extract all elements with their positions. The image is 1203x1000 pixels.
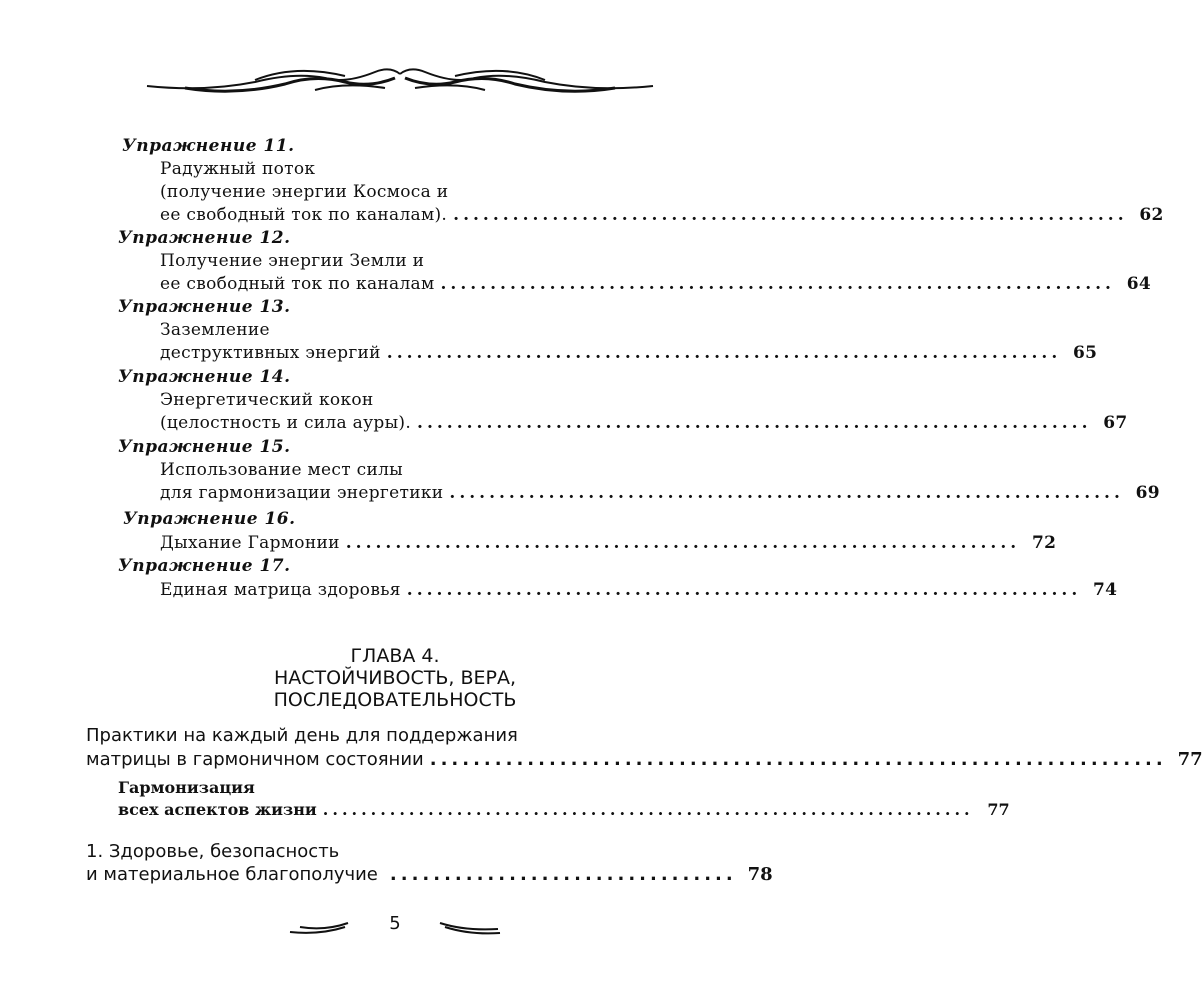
leader-dots: .................................................................... xyxy=(429,749,1167,770)
leader-dots: .................................................................... xyxy=(386,343,1062,363)
leader-dots: .................................................................... xyxy=(440,274,1115,294)
entry-line: Использование мест силы xyxy=(160,460,403,480)
entry-line: для гармонизации энергетики xyxy=(160,483,444,503)
leader-dots: .................................................................... xyxy=(322,800,974,819)
page-number: 67 xyxy=(1103,413,1128,433)
leader-dots: .................................................................... xyxy=(345,533,1021,553)
entry-line: Единая матрица здоровья xyxy=(160,580,401,600)
top-ornament xyxy=(145,62,655,102)
page-number: 77 xyxy=(987,800,1010,819)
exercise-title: Упражнение 14. xyxy=(118,367,291,387)
page-number: 65 xyxy=(1073,343,1098,363)
entry-line: ее свободный ток по каналам). xyxy=(160,205,448,225)
entry-line: (получение энергии Космоса и xyxy=(160,182,449,202)
leader-dots: .................................................................... xyxy=(406,580,1082,600)
exercise-title: Упражнение 13. xyxy=(118,297,291,317)
chapter-title-line2: ПОСЛЕДОВАТЕЛЬНОСТЬ xyxy=(273,689,517,711)
entry-line: Получение энергии Земли и xyxy=(160,251,425,271)
page-number: 69 xyxy=(1135,483,1160,503)
entry-line: матрицы в гармоничном состоянии xyxy=(86,749,424,770)
page-number: 62 xyxy=(1139,205,1164,225)
entry-line: и материальное благополучие xyxy=(86,864,378,885)
page-number: 78 xyxy=(747,864,773,885)
entry-line: Энергетический кокон xyxy=(160,390,374,410)
exercise-title: Упражнение 16. xyxy=(123,509,296,529)
entry-line: Гармонизация xyxy=(118,778,255,797)
chapter-title-line1: НАСТОЙЧИВОСТЬ, ВЕРА, xyxy=(273,667,517,689)
leader-dots: ................................ xyxy=(389,864,737,885)
page-number: 74 xyxy=(1093,580,1118,600)
page-number: 64 xyxy=(1126,274,1151,294)
chapter-number: ГЛАВА 4. xyxy=(350,645,440,667)
page-number: 77 xyxy=(1177,749,1203,770)
leader-dots: .................................................................... xyxy=(453,205,1128,225)
leader-dots: .................................................................... xyxy=(417,413,1092,433)
entry-line: Радужный поток xyxy=(160,159,316,179)
entry-line: Дыхание Гармонии xyxy=(160,533,340,553)
exercise-title: Упражнение 17. xyxy=(118,556,291,576)
page-number-footer: 5 xyxy=(389,913,401,934)
page-number: 72 xyxy=(1031,533,1057,553)
entry-line: ее свободный ток по каналам xyxy=(160,274,435,294)
entry-line: Практики на каждый день для поддержания xyxy=(86,725,518,746)
entry-line: 1. Здоровье, безопасность xyxy=(86,841,340,862)
leader-dots: .................................................................... xyxy=(449,483,1124,503)
exercise-title: Упражнение 12. xyxy=(118,228,291,248)
entry-line: Заземление xyxy=(160,320,270,340)
entry-line: деструктивных энергий xyxy=(160,343,381,363)
entry-line: всех аспектов жизни xyxy=(118,800,317,819)
exercise-title: Упражнение 11. xyxy=(122,136,295,156)
exercise-title: Упражнение 15. xyxy=(118,437,291,457)
entry-line: (целостность и сила ауры). xyxy=(160,413,412,433)
